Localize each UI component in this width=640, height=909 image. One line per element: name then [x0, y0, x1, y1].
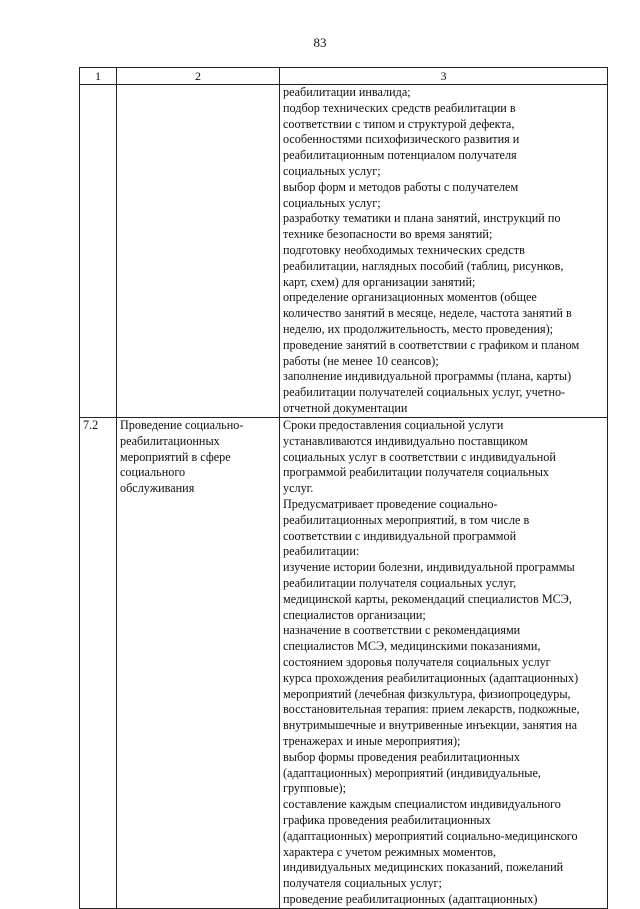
- column-header-2: 2: [117, 68, 280, 85]
- text-line: (адаптационных) мероприятий (индивидуальные,: [283, 765, 541, 780]
- table-row: [80, 418, 608, 909]
- text-line: устанавливаются индивидуально поставщиком: [283, 433, 528, 448]
- text-line: подготовку необходимых технических средств: [283, 242, 525, 257]
- text-line: Предусматривает проведение социально-: [283, 496, 498, 511]
- service-content-cell: [280, 418, 608, 909]
- services-table: [79, 67, 608, 909]
- text-line: особенностями психофизического развития и: [283, 132, 520, 147]
- text-line: подбор технических средств реабилитации в: [283, 100, 516, 115]
- row-number-cell: [80, 85, 117, 418]
- text-line: восстановительная терапия: прием лекарств, подкожные,: [283, 702, 580, 717]
- text-line: разработку тематики и плана занятий, инструкций по: [283, 211, 561, 226]
- text-line: заполнение индивидуальной программы (плана, карты): [283, 369, 572, 384]
- text-line: количество занятий в месяце, неделе, частота занятий в: [283, 306, 572, 321]
- text-line: выбор форм и методов работы с получателем: [283, 179, 519, 194]
- text-line: индивидуальных медицинских показаний, пожеланий: [283, 860, 564, 875]
- text-line: реабилитации инвалида;: [283, 85, 411, 99]
- text-line: определение организационных моментов (общее: [283, 290, 537, 305]
- text-line: проведение реабилитационных (адаптационных): [283, 891, 538, 906]
- text-line: социального: [120, 465, 186, 480]
- text-line: графика проведения реабилитационных: [283, 812, 491, 827]
- text-line: внутримышечные и внутривенные инъекции, занятия на: [283, 718, 578, 733]
- text-line: групповые);: [283, 781, 346, 796]
- service-name-cell: [117, 418, 280, 909]
- text-line: специалистов организации;: [283, 607, 426, 622]
- text-line: соответствии с типом и структурой дефекта,: [283, 116, 515, 131]
- text-line: работы (не менее 10 сеансов);: [283, 353, 439, 368]
- text-line: реабилитации, наглядных пособий (таблиц, рисунков,: [283, 258, 564, 273]
- text-line: изучение истории болезни, индивидуальной программы: [283, 560, 575, 575]
- text-line: реабилитационным потенциалом получателя: [283, 148, 517, 163]
- text-line: реабилитации:: [283, 544, 360, 559]
- text-line: социальных услуг;: [283, 163, 381, 178]
- text-line: составление каждым специалистом индивидуального: [283, 797, 561, 812]
- text-line: технике безопасности во время занятий;: [283, 227, 493, 242]
- text-line: Сроки предоставления социальной услуги: [283, 418, 504, 432]
- text-line: проведение занятий в соответствии с графиком и планом: [283, 337, 580, 352]
- text-line: отчетной документации: [283, 400, 408, 415]
- text-line: выбор формы проведения реабилитационных: [283, 749, 520, 764]
- text-line: неделю, их продолжительность, место проведения);: [283, 321, 554, 336]
- text-line: социальных услуг;: [283, 195, 381, 210]
- text-line: тренажерах и иные мероприятия);: [283, 733, 461, 748]
- text-line: характера с учетом режимных моментов,: [283, 844, 497, 859]
- text-line: соответствии с индивидуальной программой: [283, 528, 517, 543]
- column-header-1: 1: [80, 68, 117, 85]
- text-line: мероприятий (лечебная физкультура, физиопроцедуры,: [283, 686, 571, 701]
- text-line: программой реабилитации получателя социальных: [283, 465, 550, 480]
- text-line: состоянием здоровья получателя социальных услуг: [283, 654, 551, 669]
- text-line: реабилитации получателя социальных услуг,: [283, 575, 517, 590]
- text-line: социальных услуг в соответствии с индивидуальной: [283, 449, 556, 464]
- text-line: услуг.: [283, 481, 314, 496]
- text-line: карт, схем) для организации занятий;: [283, 274, 476, 289]
- text-line: получателя социальных услуг;: [283, 876, 442, 891]
- text-line: специалистов МСЭ, медицинскими показаниями,: [283, 639, 541, 654]
- text-line: назначение в соответствии с рекомендациями: [283, 623, 521, 638]
- text-line: реабилитации получателей социальных услуг, учетно-: [283, 385, 566, 400]
- text-line: Проведение социально-: [120, 418, 244, 432]
- column-header-3: 3: [280, 68, 608, 85]
- text-line: медицинской карты, рекомендаций специалистов МСЭ,: [283, 591, 572, 606]
- service-name-cell: [117, 85, 280, 418]
- text-line: (адаптационных) мероприятий социально-медицинского: [283, 828, 578, 843]
- text-line: реабилитационных мероприятий, в том числе в: [283, 512, 530, 527]
- service-content-cell: [280, 85, 608, 418]
- text-line: реабилитационных: [120, 433, 220, 448]
- table-row: [80, 85, 608, 418]
- page-number: 83: [313, 35, 327, 50]
- text-line: курса прохождения реабилитационных (адаптационных): [283, 670, 579, 685]
- text-line: мероприятий в сфере: [120, 449, 231, 464]
- row-number-cell: 7.2: [80, 418, 117, 909]
- table-header-row: [80, 68, 608, 85]
- text-line: обслуживания: [120, 481, 195, 496]
